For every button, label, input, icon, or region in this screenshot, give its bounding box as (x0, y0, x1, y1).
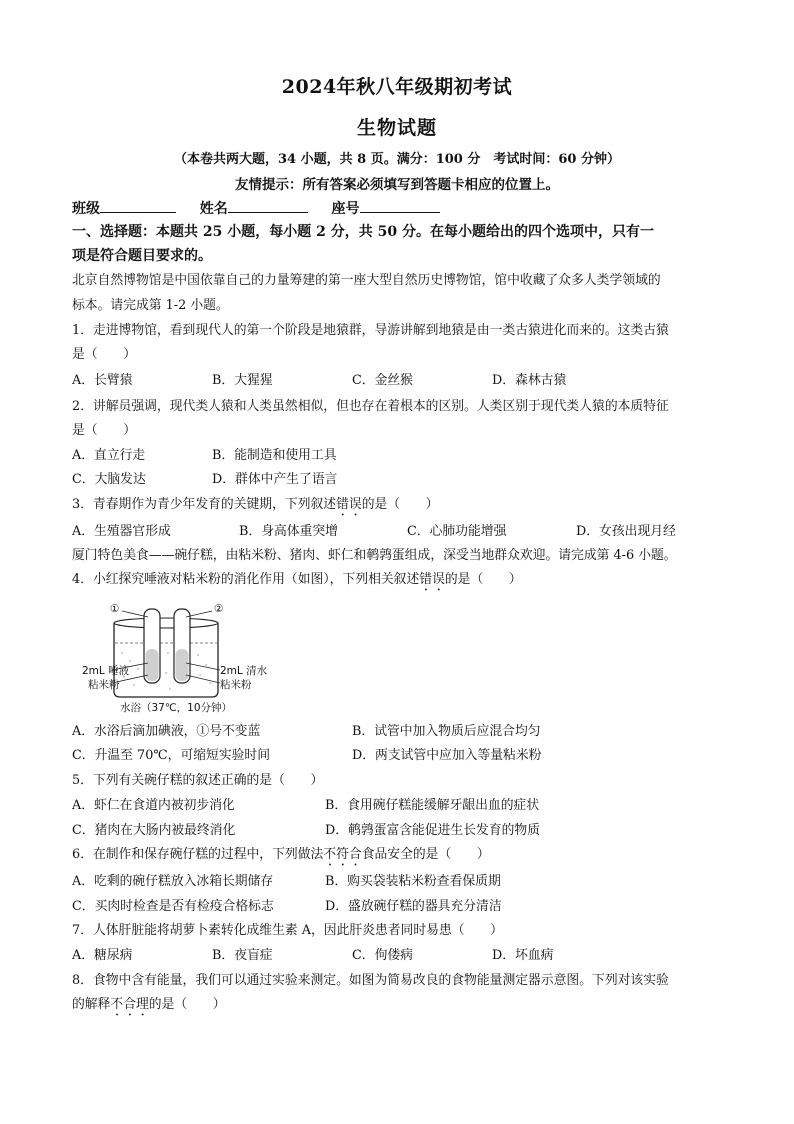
q5-option-a: A．虾仁在食道内被初步消化 (72, 798, 235, 813)
q4-stem-pre: 4．小红探究唾液对粘米粉的消化作用（如图），下列相关叙述 (72, 572, 420, 587)
q7-stem: 7．人体肝脏能将胡萝卜素转化成维生素 A，因此肝炎患者同时易患（ ） (72, 923, 503, 938)
q3-stem-emphasis: 错误 (336, 497, 362, 512)
q2-option-b: B．能制造和使用工具 (212, 448, 337, 463)
q2-option-a: A．直立行走 (72, 448, 146, 463)
q4-option-c: C．升温至 70℃，可缩短实验时间 (72, 748, 271, 763)
right-label-rice-flour: 粘米粉 (220, 679, 252, 691)
exam-tip: 友情提示：所有答案必须填写到答题卡相应的位置上。 (235, 177, 559, 193)
q7-option-c: C．佝偻病 (352, 948, 413, 963)
q3-option-a: A．生殖器官形成 (72, 524, 171, 539)
q8-stem-post: 的是（ ） (148, 997, 226, 1012)
q2-stem-line2: 是（ ） (72, 423, 136, 438)
left-label-saliva: 2mL 唾液 (82, 665, 130, 677)
q6-stem-post: 食品安全的是（ ） (361, 847, 490, 862)
class-label: 班级 (72, 201, 100, 217)
q3-stem-post: 的是（ ） (361, 497, 439, 512)
q1-option-b: B．大猩猩 (212, 373, 273, 388)
q6-option-a: A．吃剩的碗仔糕放入冰箱长期储存 (72, 874, 274, 889)
water-bath-diagram (82, 603, 262, 715)
q1-stem-line2: 是（ ） (72, 347, 136, 362)
q3-stem (72, 496, 732, 519)
intro2-line1: 厦门特色美食——碗仔糕，由粘米粉、猪肉、虾仁和鹌鹑蛋组成，深受当地群众欢迎。请完成第 4-6 小题。 (72, 548, 677, 563)
q5-option-c: C．猪肉在大肠内被最终消化 (72, 823, 236, 838)
q6-stem-emphasis: 不符合 (323, 847, 362, 862)
q7-option-a: A．糖尿病 (72, 948, 133, 963)
q6-stem (72, 846, 732, 869)
exam-info: （本卷共两大题，34 小题，共 8 页。满分：100 分 考试时间：60 分钟） (174, 152, 620, 167)
q1-stem-line1: 1．走进博物馆，看到现代人的第一个阶段是地猿群，导游讲解到地猿是由一类古猿进化而来的。这类古猿 (72, 323, 669, 338)
beaker-rim (114, 618, 218, 628)
water-texture (121, 652, 211, 690)
q5-option-b: B．食用碗仔糕能缓解牙龈出血的症状 (325, 798, 540, 813)
name-blank[interactable] (228, 198, 308, 213)
q3-option-c: C．心肺功能增强 (407, 524, 507, 539)
q3-option-d: D．女孩出现月经 (576, 524, 676, 539)
q5-option-d: D．鹌鹑蛋富含能促进生长发育的物质 (325, 823, 541, 838)
section1-line1: 一、选择题：本题共 25 小题，每小题 2 分，共 50 分。在每小题给出的四个选项中，只有一 (72, 224, 654, 240)
q1-option-c: C．金丝猴 (352, 373, 413, 388)
water-bath-figure (82, 603, 268, 715)
intro1-line2: 标本。请完成第 1-2 小题。 (72, 298, 229, 313)
q1-option-a: A．长臂猿 (72, 373, 133, 388)
right-label-water: 2mL 清水 (220, 665, 268, 677)
q6-option-b: B．购买袋装粘米粉查看保质期 (325, 874, 501, 889)
q4-stem-emphasis: 错误 (419, 572, 445, 587)
class-blank[interactable] (100, 198, 176, 213)
q7-option-d: D．坏血病 (492, 948, 554, 963)
tube-2-contents (176, 649, 189, 681)
beaker-outline (114, 623, 218, 697)
figure-caption-bath (120, 700, 232, 715)
intro1-line1: 北京自然博物馆是中国依靠自己的力量筹建的第一座大型自然历史博物馆，馆中收藏了众多人类学领域的 (72, 273, 661, 288)
q4-stem-post: 的是（ ） (444, 572, 522, 587)
q8-stem-line2 (72, 996, 732, 1019)
q3-stem-pre: 3．青春期作为青少年发育的关键期，下列叙述 (72, 497, 337, 512)
q6-stem-pre: 6．在制作和保存碗仔糕的过程中，下列做法 (72, 847, 324, 862)
exam-title: 2024年秋八年级期初考试 (281, 76, 513, 98)
q6-option-d: D．盛放碗仔糕的器具充分清洁 (325, 899, 502, 914)
q1-option-d: D．森林古猿 (492, 373, 567, 388)
student-identity-line (72, 198, 440, 218)
q8-stem-pre: 的解释 (72, 997, 111, 1012)
name-label: 姓名 (199, 201, 228, 217)
q3-option-b: B．身高体重突增 (239, 524, 338, 539)
section1-line2: 项是符合题目要求的。 (72, 248, 212, 264)
q8-stem-line1: 8．食物中含有能量，我们可以通过实验来测定。如图为简易改良的食物能量测定器示意图。下列对该实验 (72, 973, 669, 988)
caption-part-1: 水浴 (120, 702, 141, 714)
q2-option-d: D．群体中产生了语言 (212, 472, 338, 487)
q4-stem (72, 571, 732, 594)
q5-stem: 5．下列有关碗仔糕的叙述正确的是（ ） (72, 773, 324, 788)
q8-stem-emphasis: 不合理 (110, 997, 149, 1012)
q7-option-b: B．夜盲症 (212, 948, 273, 963)
tube-1-label: ① (110, 603, 120, 615)
q6-option-c: C．买肉时检查是否有检疫合格标志 (72, 899, 274, 914)
right-leader-2 (186, 675, 220, 683)
seat-label: 座号 (331, 201, 360, 217)
q2-option-c: C．大脑发达 (72, 472, 146, 487)
right-leader-1 (186, 663, 220, 670)
tube-1-contents (146, 649, 159, 681)
q4-option-b: B．试管中加入物质后应混合均匀 (352, 724, 541, 739)
q4-option-a: A．水浴后滴加碘液，①号不变蓝 (72, 724, 261, 739)
subject-title: 生物试题 (356, 117, 437, 139)
left-label-rice-flour: 粘米粉 (88, 679, 120, 691)
q4-option-d: D．两支试管中应加入等量粘米粉 (352, 748, 542, 763)
tube-2-label: ② (214, 603, 224, 615)
caption-part-2: （37℃，10分钟） (141, 702, 233, 714)
seat-blank[interactable] (360, 198, 440, 213)
q2-stem-line1: 2．讲解员强调，现代类人猿和人类虽然相似，但也存在着根本的区别。人类区别于现代类人猿的本质特征 (72, 399, 669, 414)
